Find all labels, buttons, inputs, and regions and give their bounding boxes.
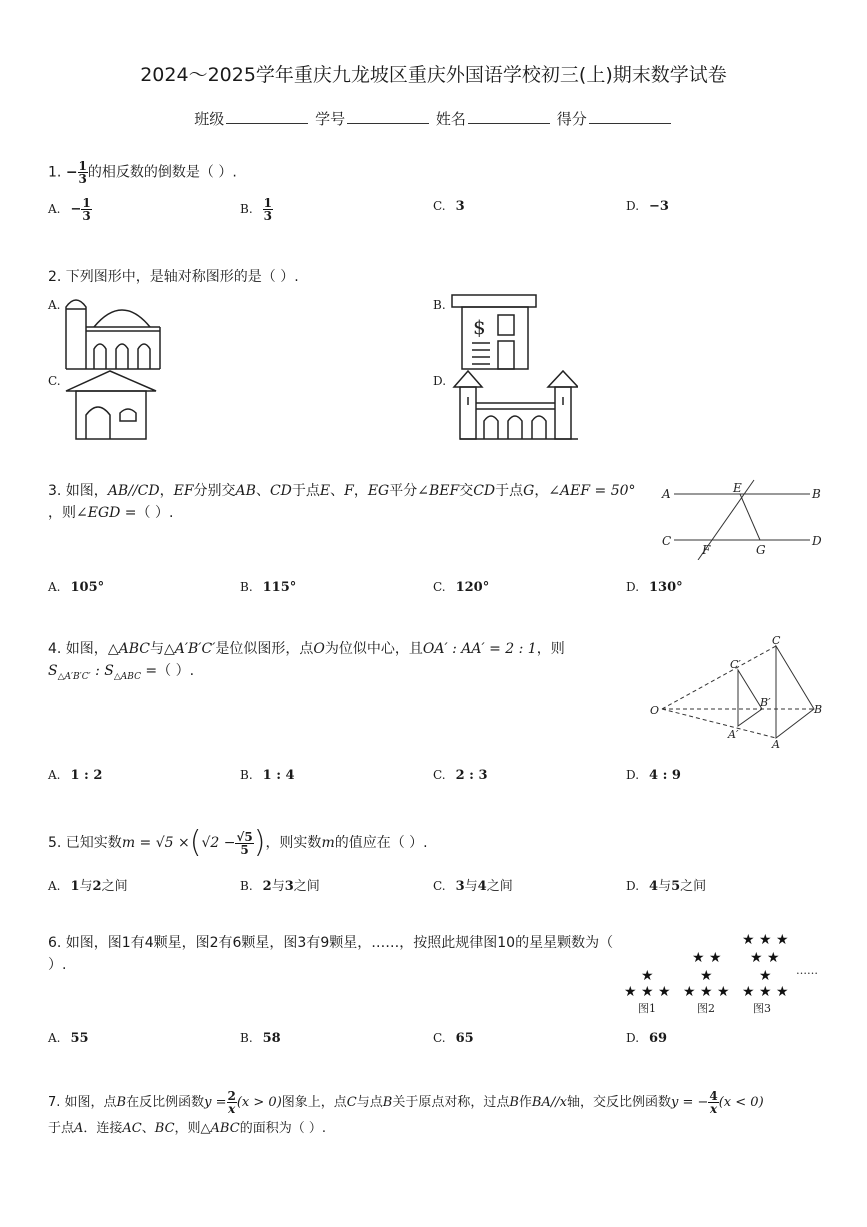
text: ，	[159, 483, 174, 499]
text: ，	[534, 483, 549, 499]
text: 的值应在（ ）.	[334, 835, 428, 851]
text: 于点	[291, 483, 320, 499]
option-value: 3	[455, 199, 465, 214]
dollar-sign: $	[473, 315, 486, 339]
question-3	[48, 480, 658, 524]
frac-num: 2	[227, 1089, 236, 1103]
option-label: A.	[48, 298, 61, 312]
label-e: E	[733, 481, 742, 495]
continuation-dots: ……	[796, 964, 818, 977]
text: 、	[141, 1121, 155, 1136]
option-label: B.	[240, 879, 253, 893]
frac-num: 1	[263, 196, 272, 210]
option-value: 55	[70, 1031, 89, 1046]
math: y = −	[670, 1095, 709, 1110]
frac-den: x	[228, 1102, 236, 1116]
star-icon: ★	[776, 932, 789, 948]
option-label: C.	[433, 879, 446, 893]
math: EF	[173, 483, 194, 499]
math: (x < 0)	[718, 1095, 764, 1110]
math: G	[523, 483, 535, 499]
math: B	[509, 1095, 519, 1110]
math: AB//CD	[107, 483, 160, 499]
frac-den: 3	[82, 209, 91, 223]
q4-option-d[interactable]	[626, 768, 681, 783]
text: （ ）.	[136, 505, 174, 521]
option-value: 1 : 2	[70, 768, 103, 783]
option-value: 120°	[455, 580, 490, 595]
q1-option-c[interactable]	[433, 199, 465, 214]
option-label: A.	[48, 768, 61, 782]
name-label: 姓名	[435, 110, 466, 128]
q5-option-a[interactable]	[48, 875, 128, 894]
q3-figure-parallel-lines	[660, 478, 826, 560]
star-icon: ★	[641, 984, 654, 1000]
q6-option-b[interactable]	[240, 1031, 281, 1046]
math: : S	[90, 663, 114, 679]
question-5	[48, 826, 428, 860]
math: CD	[473, 483, 496, 499]
figure-caption-3: 图3	[753, 1002, 771, 1015]
option-label: B.	[240, 580, 253, 594]
math: BA//x	[531, 1095, 567, 1110]
label-c: C	[662, 534, 672, 548]
star-icon: ★	[759, 984, 772, 1000]
text: ．连接	[83, 1121, 123, 1136]
frac-den: 3	[263, 209, 272, 223]
star-icon: ★	[759, 968, 772, 984]
math: OA′ : AA′ = 2 : 1	[422, 641, 537, 657]
page-title: 2024～2025学年重庆九龙坡区重庆外国语学校初三(上)期末数学试卷	[140, 64, 727, 86]
frac-den: x	[709, 1102, 718, 1116]
label-a-prime: A′	[728, 728, 739, 741]
frac-den: 5	[240, 842, 249, 857]
math: (x > 0)	[236, 1095, 282, 1110]
option-label: D.	[626, 768, 640, 782]
option-label: B.	[240, 1031, 253, 1045]
option-label: C.	[433, 199, 446, 213]
math: B	[116, 1095, 127, 1110]
option-label: A.	[48, 580, 61, 594]
star-icon: ★	[717, 984, 730, 1000]
text: 于点	[48, 1121, 75, 1136]
student-info-line	[0, 108, 867, 129]
q1-number: 1.	[48, 164, 62, 181]
math-sub: △A′B′C′	[57, 671, 91, 682]
right-paren: )	[253, 825, 266, 860]
math: C	[346, 1095, 357, 1110]
math: AB	[235, 483, 256, 499]
label-d: D	[812, 534, 822, 548]
frac-num: 4	[709, 1089, 718, 1103]
text: 3. 如图，	[48, 483, 108, 499]
q1-neg-sign: −	[65, 164, 78, 181]
label-a: A	[662, 487, 671, 501]
math: E	[319, 483, 331, 499]
option-text: 之间	[101, 879, 128, 894]
q6-option-c[interactable]	[433, 1031, 474, 1046]
star-icon: ★	[624, 984, 637, 1000]
question-1	[48, 160, 237, 185]
option-label: D.	[433, 374, 447, 388]
text: 4. 如图，	[48, 641, 108, 657]
q1-option-a[interactable]	[48, 197, 92, 222]
option-label: D.	[626, 1031, 640, 1045]
option-label: B.	[240, 768, 253, 782]
q4-option-a[interactable]	[48, 768, 102, 783]
option-label: C.	[433, 768, 446, 782]
label-g: G	[756, 543, 766, 557]
q2-figure-c-house[interactable]	[64, 369, 158, 441]
star-icon: ★	[767, 950, 780, 966]
class-label: 班级	[194, 110, 225, 128]
q1-text: 的相反数的倒数是（ ）.	[87, 164, 237, 181]
q4-option-b[interactable]	[240, 768, 295, 783]
text: ，则	[536, 641, 565, 657]
option-value: 65	[455, 1031, 474, 1046]
text: ，则	[174, 1121, 201, 1136]
q3-option-b[interactable]	[240, 580, 296, 595]
class-blank[interactable]	[226, 109, 308, 124]
q3-option-a[interactable]	[48, 580, 104, 595]
option-value: 5	[671, 879, 681, 894]
left-paren: (	[189, 825, 202, 860]
label-b: B	[812, 487, 821, 501]
q3-option-c[interactable]	[433, 580, 489, 595]
star-icon: ★	[742, 932, 755, 948]
star-icon: ★	[700, 968, 713, 984]
question-7	[48, 1088, 848, 1140]
q4-option-c[interactable]	[433, 768, 488, 783]
label-b-prime: B′	[760, 696, 771, 709]
math: ∠BEF	[417, 483, 460, 499]
math: EG	[367, 483, 390, 499]
q1-option-d[interactable]	[626, 199, 669, 214]
math: AC	[122, 1121, 142, 1136]
q1-option-b[interactable]	[240, 197, 273, 222]
option-value: 4	[477, 879, 487, 894]
q4-line-2	[48, 660, 648, 688]
option-label: A.	[48, 879, 61, 893]
student-number-label: 学号	[315, 110, 346, 128]
q6-option-d[interactable]	[626, 1031, 667, 1046]
option-value: 1	[70, 879, 80, 894]
label-c: C	[772, 636, 781, 647]
option-fraction	[81, 197, 91, 222]
student-number-blank[interactable]	[347, 109, 429, 124]
star-icon: ★	[742, 984, 755, 1000]
option-value: 4 : 9	[649, 768, 681, 783]
q5-fraction	[235, 831, 253, 856]
option-value: 130°	[649, 580, 683, 595]
q5-option-b[interactable]	[240, 875, 320, 894]
option-text: 与	[658, 879, 672, 894]
text: 分别交	[193, 483, 236, 499]
text: ，则实数	[265, 835, 322, 851]
math-sub: △ABC	[113, 671, 141, 682]
q5-option-d[interactable]	[626, 875, 706, 894]
option-label: D.	[626, 199, 640, 213]
math: CD	[269, 483, 292, 499]
text: 于点	[495, 483, 524, 499]
option-neg: −	[70, 202, 82, 217]
math: F	[344, 483, 354, 499]
math: √2 −	[201, 835, 236, 851]
star-icon: ★	[658, 984, 671, 1000]
text: 轴，交反比例函数	[566, 1095, 671, 1110]
math: ∠AEF = 50°	[548, 483, 636, 499]
option-label: A.	[48, 1031, 61, 1045]
q3-option-d[interactable]	[626, 580, 683, 595]
option-label: A.	[48, 202, 61, 216]
text: 与点	[356, 1095, 383, 1110]
option-value: 3	[284, 879, 294, 894]
q7-line-2	[48, 1118, 848, 1140]
star-icon: ★	[700, 984, 713, 1000]
star-icon: ★	[683, 984, 696, 1000]
label-o: O	[650, 704, 660, 717]
text: 7. 如图，点	[48, 1095, 117, 1110]
math: ∠EGD =	[76, 505, 137, 521]
option-text: 与	[79, 879, 93, 894]
option-text: 之间	[680, 879, 707, 894]
option-value: 105°	[70, 580, 105, 595]
option-text: 与	[464, 879, 478, 894]
option-text: 之间	[486, 879, 513, 894]
text: 交	[459, 483, 474, 499]
question-6	[48, 932, 618, 976]
q6-line-1: 6. 如图，图1有4颗星，图2有6颗星，图3有9颗星，……，按照此规律图10的星星颗数为（	[48, 935, 614, 951]
q3-line-2	[48, 502, 658, 524]
text: 、	[255, 483, 270, 499]
name-blank[interactable]	[468, 109, 550, 124]
q5-option-c[interactable]	[433, 875, 513, 894]
option-text: 与	[271, 879, 285, 894]
question-2: 2. 下列图形中，是轴对称图形的是（ ）.	[48, 269, 299, 285]
text: 是位似图形，点	[215, 641, 314, 657]
score-blank[interactable]	[589, 109, 671, 124]
label-c-prime: C′	[730, 658, 741, 671]
text: ，	[353, 483, 368, 499]
option-value: 4	[649, 879, 659, 894]
option-label: D.	[626, 879, 640, 893]
text: 与	[149, 641, 164, 657]
figure-caption-2: 图2	[697, 1002, 715, 1015]
text: 在反比例函数	[126, 1095, 205, 1110]
q2-figure-a-building[interactable]	[62, 293, 164, 373]
option-value: 3	[455, 879, 465, 894]
option-label: D.	[626, 580, 640, 594]
q1-frac-den: 3	[78, 172, 87, 186]
q2-figure-d-castle[interactable]	[452, 369, 578, 441]
star-icon: ★	[759, 932, 772, 948]
option-value: 2	[92, 879, 102, 894]
option-text: 之间	[293, 879, 320, 894]
label-a: A	[772, 738, 780, 751]
option-label: C.	[433, 1031, 446, 1045]
star-icon: ★	[709, 950, 722, 966]
q3-line-1	[48, 480, 658, 502]
q4-figure-similar-triangles	[648, 636, 828, 752]
score-label: 得分	[556, 110, 587, 128]
math: △ABC	[107, 641, 150, 657]
q4-line-1	[48, 638, 648, 660]
label-b: B	[814, 703, 823, 716]
q6-option-a[interactable]	[48, 1031, 89, 1046]
star-icon: ★	[750, 950, 763, 966]
text: ，则	[48, 505, 76, 521]
option-label: B.	[240, 202, 253, 216]
text: 为位似中心，且	[324, 641, 423, 657]
math: △ABC	[200, 1121, 240, 1136]
frac-num: 1	[82, 196, 91, 210]
text: 、	[330, 483, 345, 499]
figure-caption-1: 图1	[638, 1002, 656, 1015]
q1-frac-num: 1	[78, 159, 87, 173]
option-value: 2	[262, 879, 272, 894]
text: 平分	[389, 483, 418, 499]
math: =	[140, 663, 158, 679]
math: BC	[154, 1121, 175, 1136]
math: y =	[204, 1095, 227, 1110]
question-4	[48, 638, 648, 688]
math: △A′B′C′	[163, 641, 216, 657]
option-value: −3	[649, 199, 669, 214]
q7-fraction-1	[227, 1090, 237, 1115]
math: B	[382, 1095, 393, 1110]
text: 的面积为（ ）.	[239, 1121, 326, 1136]
q2-figure-b-bank[interactable]	[450, 293, 540, 371]
math: S	[48, 663, 58, 679]
q1-fraction	[78, 160, 88, 185]
star-icon: ★	[692, 950, 705, 966]
math: O	[313, 641, 325, 657]
option-value: 69	[649, 1031, 668, 1046]
frac-num: √5	[236, 829, 253, 844]
option-value: 1 : 4	[262, 768, 295, 783]
star-icon: ★	[776, 984, 789, 1000]
math: A	[74, 1121, 84, 1136]
text: 图象上，点	[281, 1095, 347, 1110]
star-icon: ★	[641, 968, 654, 984]
option-value: 58	[262, 1031, 281, 1046]
option-value: 2 : 3	[455, 768, 488, 783]
text: 作	[518, 1095, 532, 1110]
option-fraction	[263, 197, 273, 222]
q7-line-1	[48, 1088, 848, 1118]
text: 5. 已知实数	[48, 835, 122, 851]
text: （ ）.	[157, 663, 195, 679]
text: 关于原点对称，过点	[392, 1095, 510, 1110]
option-label: C.	[433, 580, 446, 594]
option-value: 115°	[262, 580, 297, 595]
option-label: C.	[48, 374, 61, 388]
q6-figure-star-patterns	[620, 928, 826, 1016]
q7-fraction-2	[708, 1090, 718, 1115]
option-label: B.	[433, 298, 446, 312]
math: m = √5 ×	[121, 835, 190, 851]
label-f: F	[702, 543, 711, 557]
math: m	[321, 835, 335, 851]
q6-line-2: ）.	[48, 957, 67, 973]
